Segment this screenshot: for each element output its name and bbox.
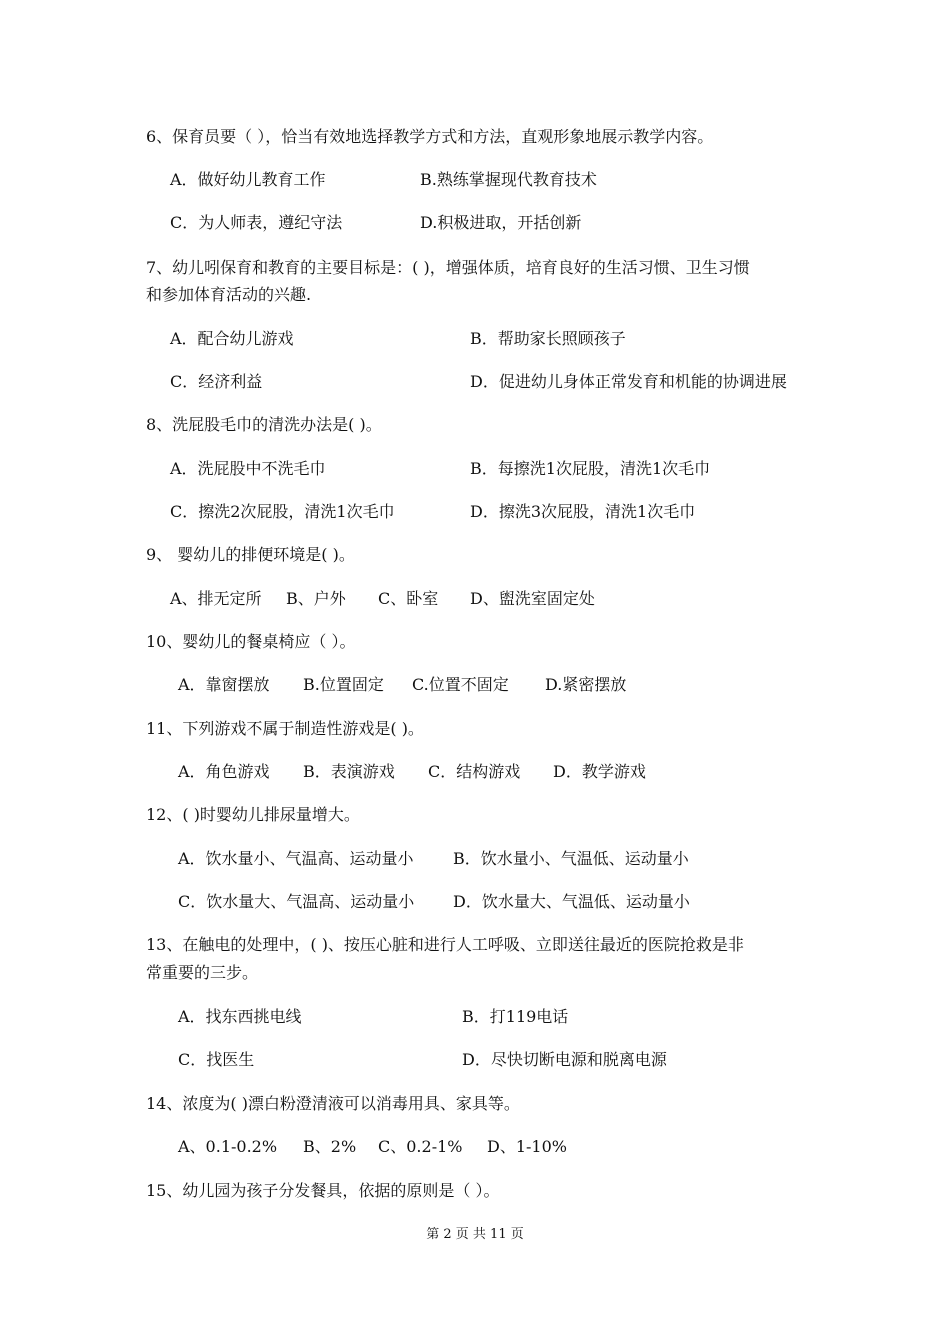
option-c: C．找医生 [178, 1050, 255, 1069]
option-a: A、排无定所 [170, 589, 262, 608]
option-b: B．表演游戏 [303, 762, 395, 781]
question-stem-continued: 常重要的三步。 [146, 963, 259, 982]
page-number-footer: 第 2 页 共 11 页 [426, 1227, 524, 1242]
option-d: D.紧密摆放 [545, 675, 627, 694]
option-a: A．洗屁股中不洗毛巾 [170, 459, 326, 478]
question-stem: 12、( )时婴幼儿排尿量增大。 [146, 805, 360, 824]
option-c: C、卧室 [378, 589, 439, 608]
option-d: D．饮水量大、气温低、运动量小 [453, 892, 690, 911]
question-stem: 7、幼儿吲保育和教育的主要目标是：( )，增强体质，培育良好的生活习惯、卫生习惯 [146, 258, 750, 277]
option-b: B.熟练掌握现代教育技术 [420, 170, 597, 189]
option-c: C．经济利益 [170, 372, 263, 391]
option-d: D．擦洗3次屁股，清洗1次毛巾 [470, 502, 696, 521]
option-a: A．角色游戏 [178, 762, 270, 781]
option-d: D、1-10% [487, 1137, 567, 1156]
option-d: D、盥洗室固定处 [470, 589, 595, 608]
question-stem: 8、洗屁股毛巾的清洗办法是( )。 [146, 415, 382, 434]
option-a: A、0.1-0.2% [178, 1137, 278, 1156]
option-c: C．擦洗2次屁股，清洗1次毛巾 [170, 502, 395, 521]
question-stem-continued: 和参加体育活动的兴趣. [146, 285, 312, 304]
question-stem: 6、保育员要（ ），恰当有效地选择教学方式和方法，直观形象地展示教学内容。 [146, 127, 714, 146]
option-b: B、2% [303, 1137, 357, 1156]
option-b: B．饮水量小、气温低、运动量小 [453, 849, 689, 868]
option-b: B、户外 [286, 589, 346, 608]
question-stem: 14、浓度为( )漂白粉澄清液可以消毒用具、家具等。 [146, 1094, 520, 1113]
option-b: B．每擦洗1次屁股，清洗1次毛巾 [470, 459, 711, 478]
option-d: D．教学游戏 [553, 762, 646, 781]
option-b: B．打119电话 [462, 1007, 569, 1026]
question-stem: 9、 婴幼儿的排便环境是( )。 [146, 545, 355, 564]
question-stem: 11、下列游戏不属于制造性游戏是( )。 [146, 719, 424, 738]
option-c: C.位置不固定 [412, 675, 509, 694]
option-a: A．配合幼儿游戏 [170, 329, 294, 348]
option-c: C．为人师表，遵纪守法 [170, 213, 343, 232]
option-c: C．结构游戏 [428, 762, 521, 781]
option-d: D．促进幼儿身体正常发育和机能的协调进展 [470, 372, 787, 391]
option-a: A．靠窗摆放 [178, 675, 270, 694]
option-d: D.积极进取，开括创新 [420, 213, 582, 232]
option-a: A．找东西挑电线 [178, 1007, 302, 1026]
option-a: A．饮水量小、气温高、运动量小 [178, 849, 414, 868]
option-b: B．帮助家长照顾孩子 [470, 329, 626, 348]
question-stem: 10、婴幼儿的餐桌椅应（ ）。 [146, 632, 356, 651]
option-c: C．饮水量大、气温高、运动量小 [178, 892, 415, 911]
question-stem: 15、幼儿园为孩子分发餐具，依据的原则是（ ）。 [146, 1181, 500, 1200]
option-c: C、0.2-1% [378, 1137, 463, 1156]
question-stem: 13、在触电的处理中，( )、按压心脏和进行人工呼吸、立即送往最近的医院抢救是非 [146, 935, 744, 954]
option-b: B.位置固定 [303, 675, 384, 694]
option-d: D．尽快切断电源和脱离电源 [462, 1050, 667, 1069]
option-a: A．做好幼儿教育工作 [170, 170, 326, 189]
